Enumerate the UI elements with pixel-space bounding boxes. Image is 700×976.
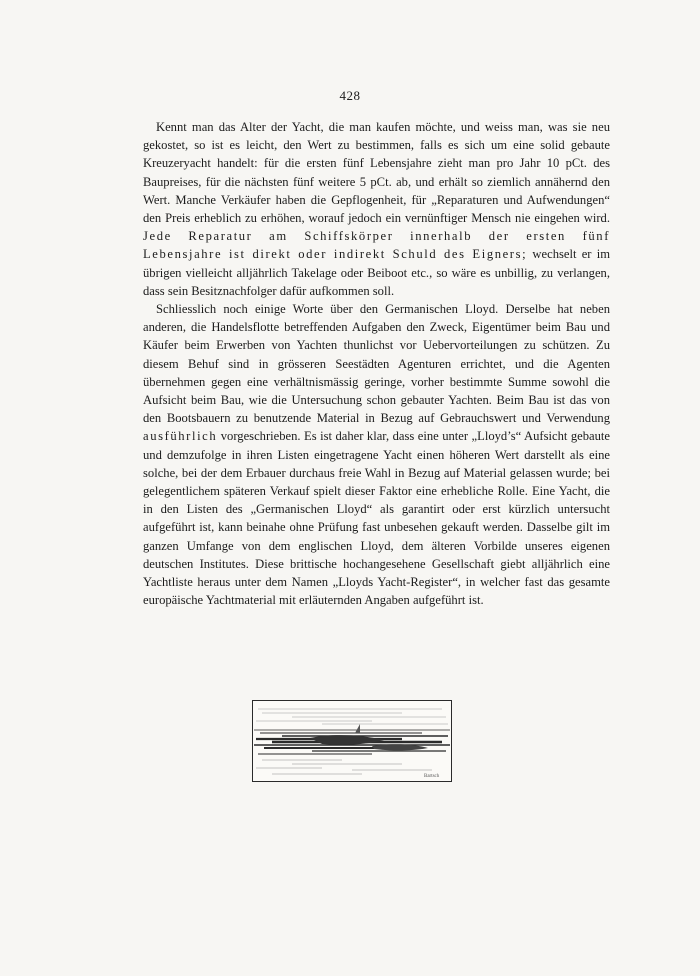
emphasized-text-segment: ausführlich [143,429,218,444]
text-segment: wechselt er im übrigen vielleicht alljährlich Takelage oder Beiboot etc., so wäre es unbillig, zu verlangen, dass sein Besitznachfolger dafür aufkommen soll. [143,247,610,298]
text-segment: vorgeschrieben. Es ist daher klar, dass eine unter „Lloyd’s“ Aufsicht gebaute und demzufolge in ihren Listen eingetragene Yacht einen höheren Wert darstellt als eine solche, bei der dem Erbauer durchaus freie Wahl in Bezug auf Material gelassen wurde; bei gelegentlichem späteren Verkauf spielt dieser Faktor eine erhebliche Rolle. Eine Yacht, die in den Listen des „Germanischen Lloyd“ als garantirt oder erst kürzlich untersucht aufgeführt ist, kann beinahe ohne Prüfung fast unbesehen gekauft werden. Dasselbe gilt im ganzen Umfange von dem englischen Lloyd, dem älteren Vorbilde unseres eigenen deutschen Institutes. Diese brittische hochangesehene Gesellschaft giebt alljährlich eine Yachtliste heraus unter dem Namen „Lloyds Yacht-Register“, in welcher fast das gesamte europäische Yachtmaterial mit erläuternden Angaben aufgeführt ist. [143,429,610,608]
seascape-drawing [252,700,452,782]
text-segment: Schliesslich noch einige Worte über den Germanischen Lloyd. Derselbe hat neben anderen, die Handelsflotte betreffenden Aufgaben den Zweck, Eigentümer beim Bau und Käufer beim Erwerben von Yachten thunlichst vor Uebervorteilungen zu schützen. Zu diesem Behuf sind in grösseren Seestädten Agenturen errichtet, und die Agenten übernehmen gegen eine verhältnismässig geringe, vorher bestimmte Summe sowohl die Aufsicht beim Bau, wie die Untersuchung schon gebauter Yachten. Beim Bau ist das von den Bootsbauern zu benutzende Material in Bezug auf Gebrauchswert und Verwendung [143,302,610,426]
emphasized-text-segment: Jede Reparatur am Schiffskörper innerhalb der ersten fünf Lebensjahre ist direkt oder indirekt Schuld des Eigners; [143,229,610,262]
paragraph-yacht-valuation [143,118,610,300]
seascape-vignette [252,700,452,782]
paragraph-germanischer-lloyd [143,300,610,609]
body-text [143,118,610,609]
text-segment: Kennt man das Alter der Yacht, die man kaufen möchte, und weiss man, was sie neu gekostet, so ist es leicht, den Wert zu bestimmen, falls es sich um eine solid gebaute Kreuzeryacht handelt: für die ersten fünf Lebensjahre zieht man pro Jahr 10 pCt. des Baupreises, für die nächsten fünf weitere 5 pCt. ab, und erhält so ziemlich annähernd den Wert. Manche Verkäufer haben die Gepflogenheit, für „Reparaturen und Aufwendungen“ den Preis erheblich zu erhöhen, worauf jedoch ein vernünftiger Mensch nie eingehen wird. [143,120,610,226]
artist-signature: Bartsch [424,774,440,779]
page-number: 428 [339,88,361,103]
